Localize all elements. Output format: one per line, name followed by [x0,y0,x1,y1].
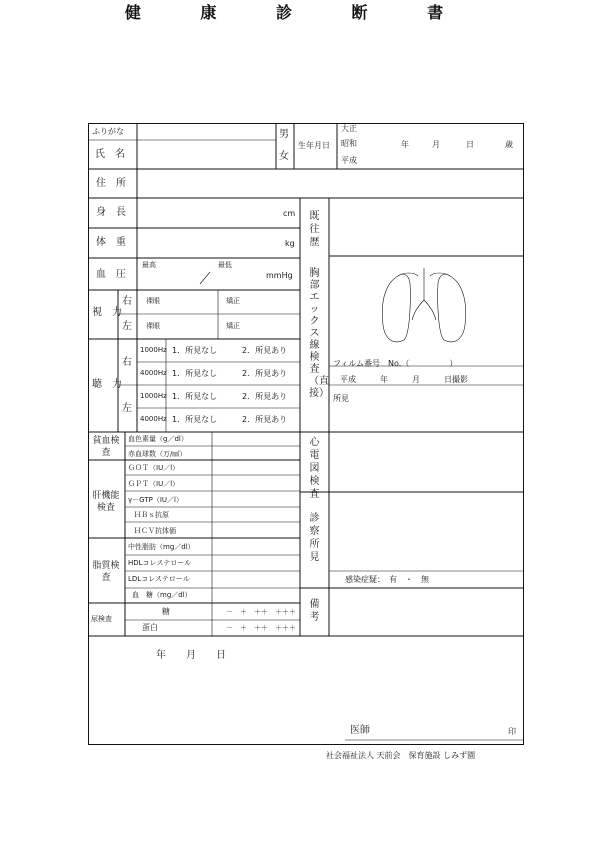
hearing-opt2-row3: 2．所見あり [242,392,288,401]
liver-item-3: γ－GTP（IU／l） [128,496,183,504]
history-label: 既往歴 [309,211,320,248]
lipid-item-1: 中性脂肪（mg／dl） [128,543,195,551]
liver-item-2: ＧＰＴ（IU／l） [128,480,180,488]
height-unit: cm [283,209,296,218]
blood-item-1: 血色素量（g／dl） [128,435,188,443]
hearing-left: 左 [122,403,132,414]
hearing-opt2-row4: 2．所見あり [242,415,288,424]
seal-label: 印 [508,727,516,736]
bp-min: 最低 [218,261,232,269]
hearing-freq-4: 4000Hz [140,415,167,423]
glucose-label: 血 糖（mg／dl） [132,591,192,599]
hearing-opt1-row1: 1．所見なし [172,346,218,355]
height-label: 身 長 [96,207,126,218]
weight-label: 体 重 [96,237,126,248]
vision-left: 左 [122,321,132,332]
document-title: 健 康 診 断 書 [124,3,471,22]
organization-name: 社会福祉法人 天前会 保育施設 しみず園 [326,751,476,760]
liver-label: 肝機能検査 [92,491,120,513]
film-number: フィルム番号 No.（ ） [333,359,458,368]
hearing-right: 右 [122,357,132,368]
xray-label: 胸部エックス線検査（直接） [309,268,329,399]
ecg-label: 心電図検査 [309,437,320,500]
urine-protein-scale: － ＋ ＋＋ ＋＋＋ [226,624,296,632]
xray-findings: 所見 [333,394,349,403]
bp-max: 最高 [142,261,156,269]
dob-month: 月 [432,140,440,149]
vision-right: 右 [122,296,132,307]
blood-label: 貧血検査 [92,436,120,458]
dob-day: 日 [466,140,474,149]
urine-sugar: 糖 [162,607,170,616]
furigana-label: ふりがな [92,127,124,136]
name-label: 氏 名 [95,149,125,160]
hearing-opt1-row4: 1．所見なし [172,415,218,424]
liver-item-4: ＨＢｓ抗原 [134,511,169,519]
vision-corrected-left: 矯正 [226,322,240,330]
hearing-label: 聴 力 [92,379,122,390]
weight-unit: kg [285,239,295,248]
hearing-freq-1: 1000Hz [140,346,167,354]
blood-item-2: 赤血球数（万/㎣） [128,450,187,458]
urine-sugar-scale: － ＋ ＋＋ ＋＋＋ [226,608,296,616]
hearing-opt1-row2: 1．所見なし [172,369,218,378]
issue-date: 年 月 日 [156,650,226,661]
era-heisei: 平成 [341,156,357,165]
liver-item-1: ＧＯＴ（IU／l） [128,464,180,472]
era-showa: 昭和 [341,139,357,148]
remarks-label: 備考 [309,599,320,623]
doctor-label: 医師 [350,725,370,736]
address-label: 住 所 [96,178,126,189]
liver-item-5: ＨＣＶ抗体価 [134,527,176,535]
vision-corrected-right: 矯正 [226,297,240,305]
bp-unit: mmHg [266,271,293,280]
lipid-item-3: LDLコレステロール [128,575,190,583]
infection-check: 感染症疑： 有 ・ 無 [345,575,429,584]
diagnosis-label: 診察所見 [309,513,320,563]
xray-shot-date: 平成 年 月 日撮影 [340,375,468,384]
era-taisho: 大正 [341,124,357,133]
dob-label: 生年月日 [298,141,330,150]
lung-diagram-icon [382,268,465,342]
vision-label: 視 力 [92,307,122,318]
vision-naked-left: 裸眼 [146,322,160,330]
vision-naked-right: 裸眼 [146,297,160,305]
sex-male: 男 [279,129,289,140]
hearing-opt1-row3: 1．所見なし [172,392,218,401]
hearing-opt2-row1: 2．所見あり [242,346,288,355]
age-label: 歳 [505,140,513,149]
sex-female: 女 [279,151,289,162]
hearing-freq-3: 1000Hz [140,392,167,400]
urine-protein: 蛋白 [142,623,158,632]
lipid-item-2: HDLコレステロール [128,559,192,567]
hearing-freq-2: 4000Hz [140,369,167,377]
hearing-opt2-row2: 2．所見あり [242,369,288,378]
urine-label: 尿検査 [91,615,112,623]
dob-year: 年 [401,140,409,149]
bp-label: 血 圧 [96,269,126,280]
lipid-label: 脂質検査 [92,561,120,583]
